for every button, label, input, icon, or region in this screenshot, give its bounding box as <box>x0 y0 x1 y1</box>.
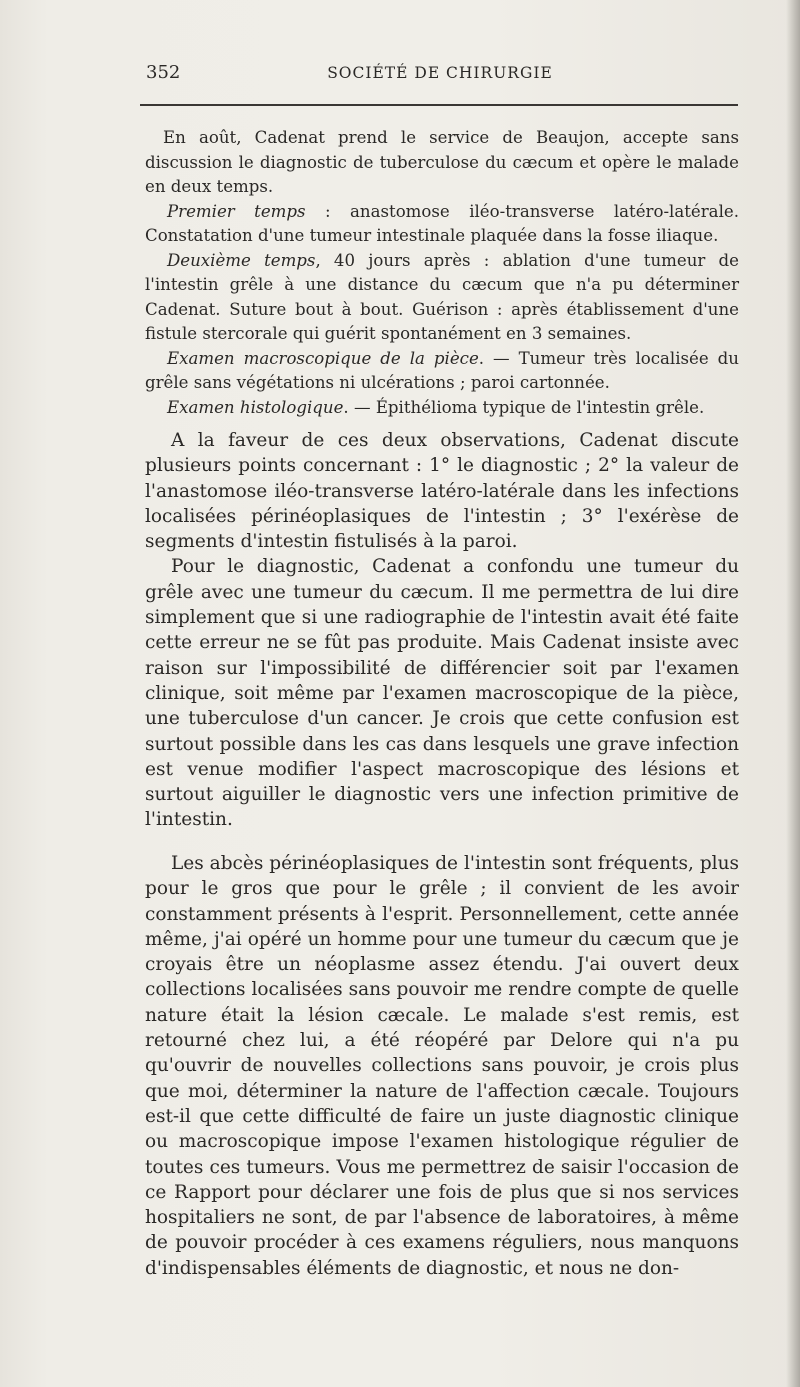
page-edge-shadow <box>786 0 800 1387</box>
case-label-examen-histologique: Examen histologique <box>167 397 344 417</box>
case-label-premier-temps: Premier temps <box>167 201 306 221</box>
case-text-examen-histologique: . — Épithélioma typique de l'intestin grêle. <box>343 397 705 417</box>
discussion-block <box>145 428 739 833</box>
header-rule <box>140 104 738 106</box>
case-text-premier-temps: : anastomose iléo-transverse latéro-latérale. Constatation d'une tumeur intestinale plaquée dans la fosse iliaque. <box>145 201 739 245</box>
page-number: 352 <box>146 62 181 83</box>
case-paragraph-1: En août, Cadenat prend le service de Beaujon, accepte sans discussion le diagnostic de tuberculose du cæcum et opère le malade en deux temps. <box>145 128 739 196</box>
body-paragraph-3: Les abcès périnéoplasiques de l'intestin sont fréquents, plus pour le gros que pour le grêle ; il convient de les avoir constamment présents à l'esprit. Personnellement, cette année même, j'ai opéré un homme pour une tumeur du cæcum que je croyais être un néoplasme assez étendu. J'ai ouvert deux collections localisées sans pouvoir me rendre compte de quelle nature était la lésion cæcale. Le malade s'est remis, est retourné chez lui, a été réopéré par Delore qui n'a pu qu'ouvrir de nouvelles collections sans pouvoir, je crois plus que moi, déterminer la nature de l'affection cæcale. Toujours est-il que cette difficulté de faire un juste diagnostic clinique ou macroscopique impose l'examen histologique régulier de toutes ces tumeurs. Vous me permettrez de saisir l'occasion de ce Rapport pour déclarer une fois de plus que si nos services hospitaliers ne sont, de par l'absence de laboratoires, à même de pouvoir procéder à ces examens réguliers, nous manquons d'indispensables éléments de diagnostic, et nous ne don- <box>145 853 739 1279</box>
body-paragraph-1: A la faveur de ces deux observations, Cadenat discute plusieurs points concernant : 1° le diagnostic ; 2° la valeur de l'anastomose iléo-transverse latéro-latérale dans les infections localisées périnéoplasiques de l'intestin ; 3° l'exérèse de segments d'intestin fistulisés à la paroi. <box>145 430 739 553</box>
case-paragraph-4 <box>145 347 739 396</box>
case-text-deuxieme-temps: , 40 jours après : ablation d'une tumeur de l'intestin grêle à une distance du cæcum que n'a pu déterminer Cadenat. Suture bout à bout. Guérison : après établissement d'une fistule stercorale qui guérit spontanément en 3 semaines. <box>145 250 739 343</box>
case-text-examen-macroscopique: . — Tumeur très localisée du grêle sans végétations ni ulcérations ; paroi cartonnée. <box>145 348 739 392</box>
case-label-examen-macroscopique: Examen macroscopique de la pièce <box>167 348 479 368</box>
body-paragraph-2: Pour le diagnostic, Cadenat a confondu une tumeur du grêle avec une tumeur du cæcum. Il me permettra de lui dire simplement que si une radiographie de l'intestin avait été faite cette erreur ne se fût pas produite. Mais Cadenat insiste avec raison sur l'impossibilité de différencier soit par l'examen clinique, soit même par l'examen macroscopique de la pièce, une tuberculose d'un cancer. Je crois que cette confusion est surtout possible dans les cas dans lesquels une grave infection est venue modifier l'aspect macroscopique des lésions et surtout aiguiller le diagnostic vers une infection primitive de l'intestin. <box>145 556 739 831</box>
abcess-block <box>145 851 739 1281</box>
running-head: SOCIÉTÉ DE CHIRURGIE <box>327 64 553 82</box>
case-summary-block <box>145 126 739 420</box>
page-header <box>140 62 740 88</box>
case-paragraph-5 <box>145 396 739 421</box>
case-label-deuxieme-temps: Deuxième temps <box>167 250 316 270</box>
case-paragraph-3 <box>145 249 739 347</box>
case-paragraph-2 <box>145 200 739 249</box>
